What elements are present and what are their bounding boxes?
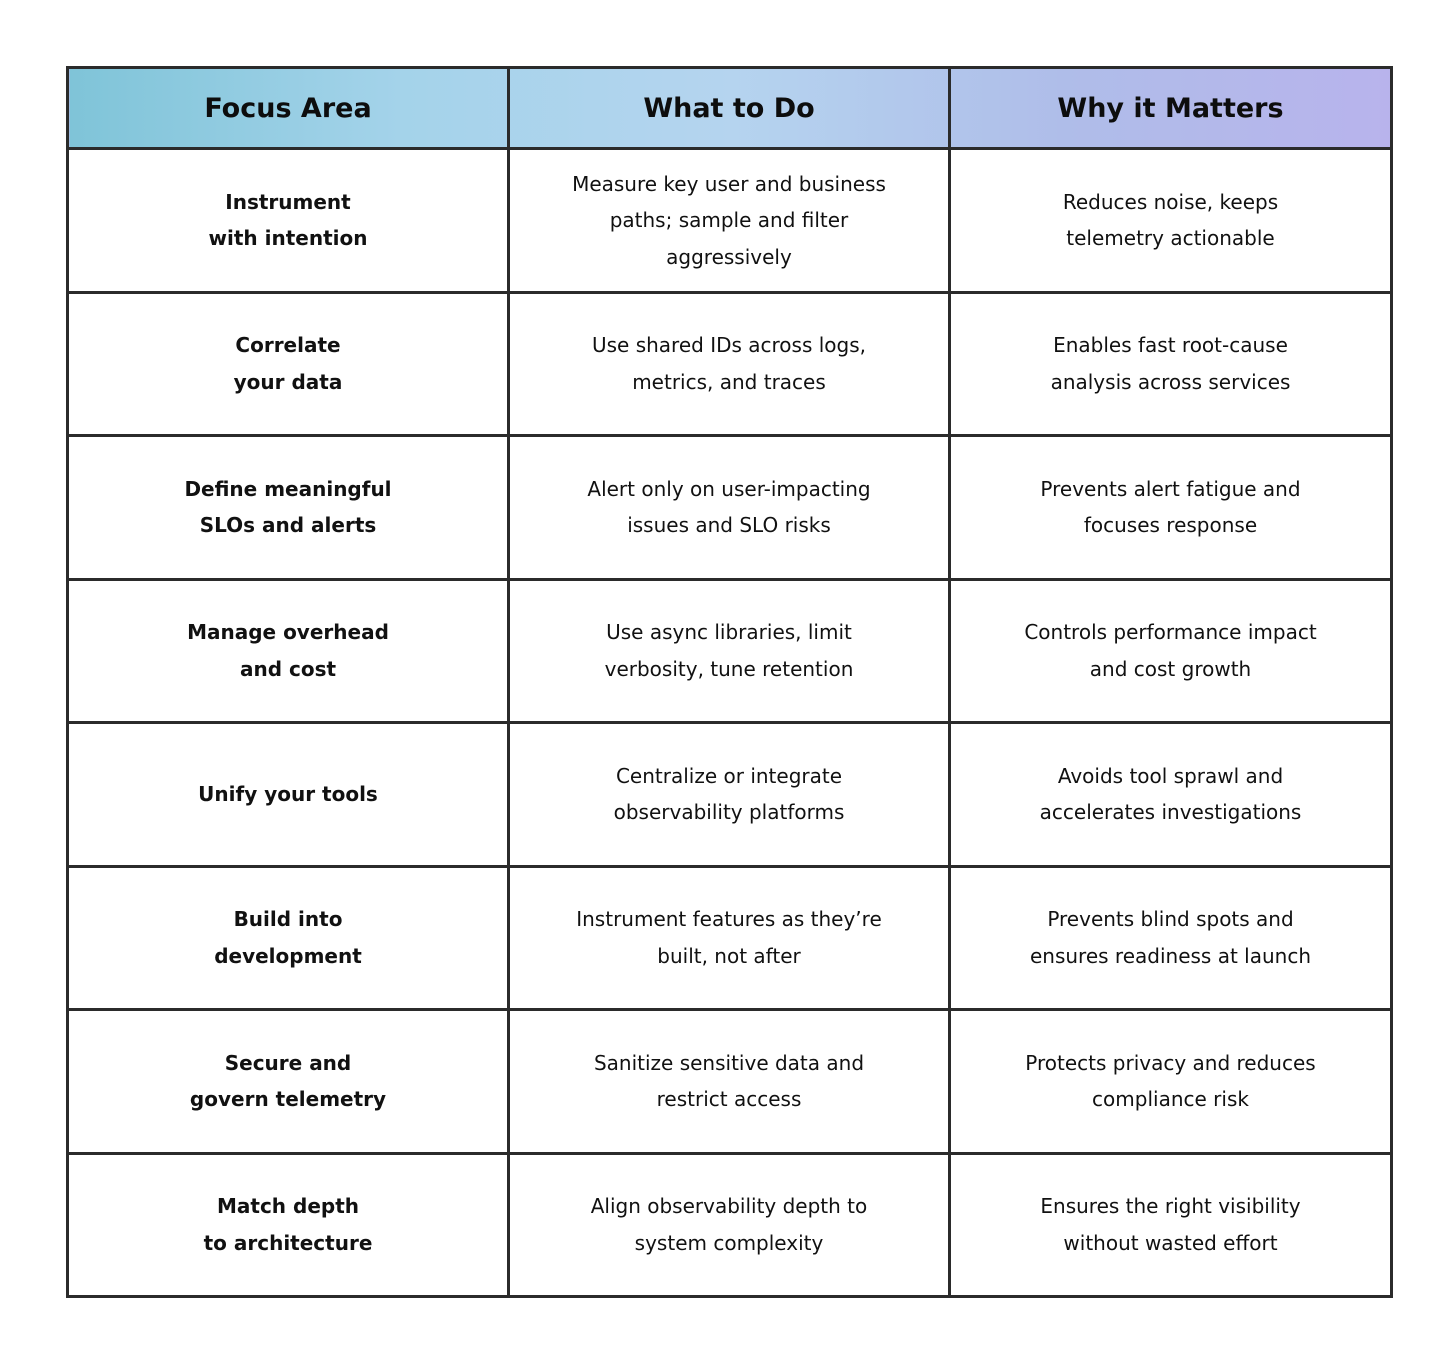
best-practices-table xyxy=(66,66,1393,1298)
focus-area-line: Match depth xyxy=(216,1194,359,1219)
focus-area-cell xyxy=(68,1010,509,1154)
why-it-matters-line: analysis across services xyxy=(1050,369,1291,394)
what-to-do-cell xyxy=(509,436,950,580)
focus-area-line: Instrument xyxy=(225,189,351,214)
what-to-do-line: observability platforms xyxy=(613,800,845,825)
header-focus-area: Focus Area xyxy=(68,68,509,149)
why-it-matters-line: compliance risk xyxy=(1092,1087,1249,1112)
what-to-do-cell xyxy=(509,149,950,293)
what-to-do-line: aggressively xyxy=(666,244,792,269)
header-what-to-do: What to Do xyxy=(509,68,950,149)
why-it-matters-cell xyxy=(950,866,1392,1010)
what-to-do-line: Align observability depth to xyxy=(590,1194,868,1219)
what-to-do-line: Alert only on user-impacting xyxy=(587,476,871,501)
why-it-matters-line: Reduces noise, keeps xyxy=(1062,189,1279,214)
table-row xyxy=(68,1153,1392,1297)
table-row xyxy=(68,149,1392,293)
why-it-matters-line: without wasted effort xyxy=(1063,1230,1278,1255)
header-why-it-matters: Why it Matters xyxy=(950,68,1392,149)
header-row xyxy=(68,68,1392,149)
what-to-do-line: paths; sample and filter xyxy=(609,208,849,232)
focus-area-line: Unify your tools xyxy=(198,782,378,806)
table-header xyxy=(68,68,1392,149)
why-it-matters-line: telemetry actionable xyxy=(1066,226,1275,251)
focus-area-line: and cost xyxy=(239,656,337,681)
focus-area-line: SLOs and alerts xyxy=(199,513,377,538)
why-it-matters-line: accelerates investigations xyxy=(1039,800,1302,825)
what-to-do-cell xyxy=(509,1153,950,1297)
focus-area-line: Manage overhead xyxy=(187,620,389,645)
why-it-matters-cell xyxy=(950,723,1392,867)
what-to-do-line: issues and SLO risks xyxy=(627,513,831,538)
why-it-matters-line: ensures readiness at launch xyxy=(1029,943,1311,968)
focus-area-cell xyxy=(68,723,509,867)
why-it-matters-line: Avoids tool sprawl and xyxy=(1057,763,1284,788)
what-to-do-line: built, not after xyxy=(657,943,801,968)
focus-area-line: to architecture xyxy=(203,1230,373,1255)
why-it-matters-cell xyxy=(950,579,1392,723)
why-it-matters-line: focuses response xyxy=(1083,513,1258,538)
why-it-matters-cell xyxy=(950,1153,1392,1297)
table-row xyxy=(68,866,1392,1010)
what-to-do-cell xyxy=(509,292,950,436)
focus-area-cell xyxy=(68,292,509,436)
focus-area-line: govern telemetry xyxy=(189,1087,387,1112)
what-to-do-line: metrics, and traces xyxy=(632,369,826,394)
focus-area-cell xyxy=(68,149,509,293)
what-to-do-line: Measure key user and business xyxy=(572,171,886,196)
what-to-do-line: restrict access xyxy=(656,1087,802,1112)
why-it-matters-line: Protects privacy and reduces xyxy=(1025,1050,1316,1075)
focus-area-cell xyxy=(68,1153,509,1297)
why-it-matters-cell xyxy=(950,436,1392,580)
what-to-do-line: Use async libraries, limit xyxy=(606,620,852,645)
focus-area-line: Build into xyxy=(233,907,343,932)
what-to-do-cell xyxy=(509,579,950,723)
what-to-do-line: verbosity, tune retention xyxy=(604,656,854,681)
table-row xyxy=(68,579,1392,723)
what-to-do-line: Use shared IDs across logs, xyxy=(591,333,867,358)
why-it-matters-cell xyxy=(950,149,1392,293)
what-to-do-cell xyxy=(509,1010,950,1154)
what-to-do-line: Instrument features as they’re xyxy=(576,907,882,932)
focus-area-line: your data xyxy=(233,369,343,394)
table-body xyxy=(68,149,1392,1297)
why-it-matters-cell xyxy=(950,1010,1392,1154)
table-row xyxy=(68,292,1392,436)
focus-area-cell xyxy=(68,579,509,723)
focus-area-line: development xyxy=(214,943,362,968)
focus-area-line: Correlate xyxy=(235,333,341,358)
what-to-do-cell xyxy=(509,723,950,867)
why-it-matters-cell xyxy=(950,292,1392,436)
what-to-do-line: Centralize or integrate xyxy=(615,763,843,788)
best-practices-table-container xyxy=(66,66,1390,1298)
what-to-do-line: Sanitize sensitive data and xyxy=(593,1050,865,1075)
why-it-matters-line: Prevents alert fatigue and xyxy=(1040,476,1301,501)
table-row xyxy=(68,436,1392,580)
table-row xyxy=(68,723,1392,867)
what-to-do-line: system complexity xyxy=(634,1230,824,1255)
what-to-do-cell xyxy=(509,866,950,1010)
focus-area-line: Secure and xyxy=(224,1050,352,1075)
focus-area-cell xyxy=(68,866,509,1010)
why-it-matters-line: Enables fast root-cause xyxy=(1053,333,1288,358)
focus-area-line: with intention xyxy=(208,226,368,251)
focus-area-line: Define meaningful xyxy=(184,476,392,501)
why-it-matters-line: Ensures the right visibility xyxy=(1040,1194,1301,1219)
why-it-matters-line: Prevents blind spots and xyxy=(1047,907,1294,932)
focus-area-cell xyxy=(68,436,509,580)
why-it-matters-line: and cost growth xyxy=(1089,656,1252,681)
table-row xyxy=(68,1010,1392,1154)
why-it-matters-line: Controls performance impact xyxy=(1024,620,1317,645)
